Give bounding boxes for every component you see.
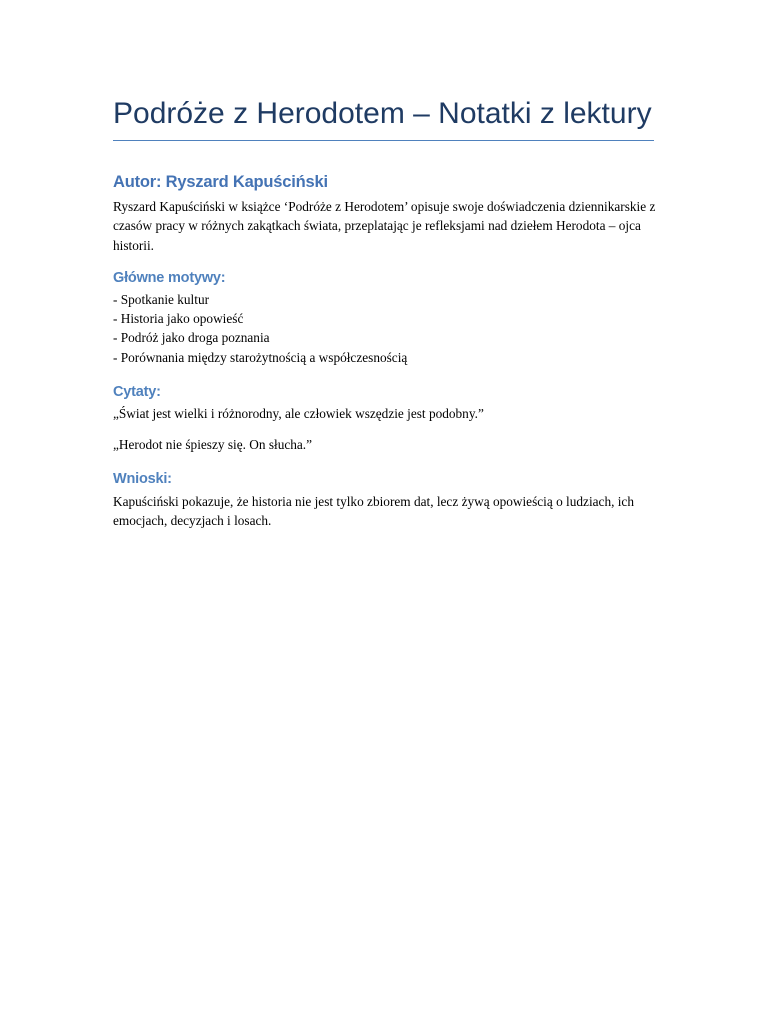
quote-1: „Świat jest wielki i różnorodny, ale człowiek wszędzie jest podobny.” xyxy=(113,406,484,422)
motifs-list xyxy=(113,290,658,367)
document-title: Podróże z Herodotem – Notatki z lektury xyxy=(113,97,652,130)
motifs-heading: Główne motywy: xyxy=(113,269,226,286)
motif-item: - Podróż jako droga poznania xyxy=(113,330,270,346)
author-heading: Autor: Ryszard Kapuściński xyxy=(113,173,328,191)
conclusions-paragraph: Kapuściński pokazuje, że historia nie jest tylko zbiorem dat, lecz żywą opowieścią o ludziach, ich emocjach, decyzjach i losach. xyxy=(113,493,634,528)
intro-paragraph: Ryszard Kapuściński w książce ‘Podróże z Herodotem’ opisuje swoje doświadczenia dziennikarskie z czasów pracy w różnych zakątkach świata, przeplatając je refleksjami nad dziełem Herodota – ojca historii. xyxy=(113,199,656,253)
motif-item: - Spotkanie kultur xyxy=(113,291,210,307)
motif-item: - Porównania między starożytnością a współczesnością xyxy=(113,349,408,365)
conclusions-heading: Wnioski: xyxy=(113,470,172,487)
motif-item: - Historia jako opowieść xyxy=(113,311,244,327)
title-underline-rule xyxy=(113,140,654,141)
quote-2: „Herodot nie śpieszy się. On słucha.” xyxy=(113,437,313,453)
document-page xyxy=(113,0,658,530)
quotes-heading: Cytaty: xyxy=(113,384,161,401)
